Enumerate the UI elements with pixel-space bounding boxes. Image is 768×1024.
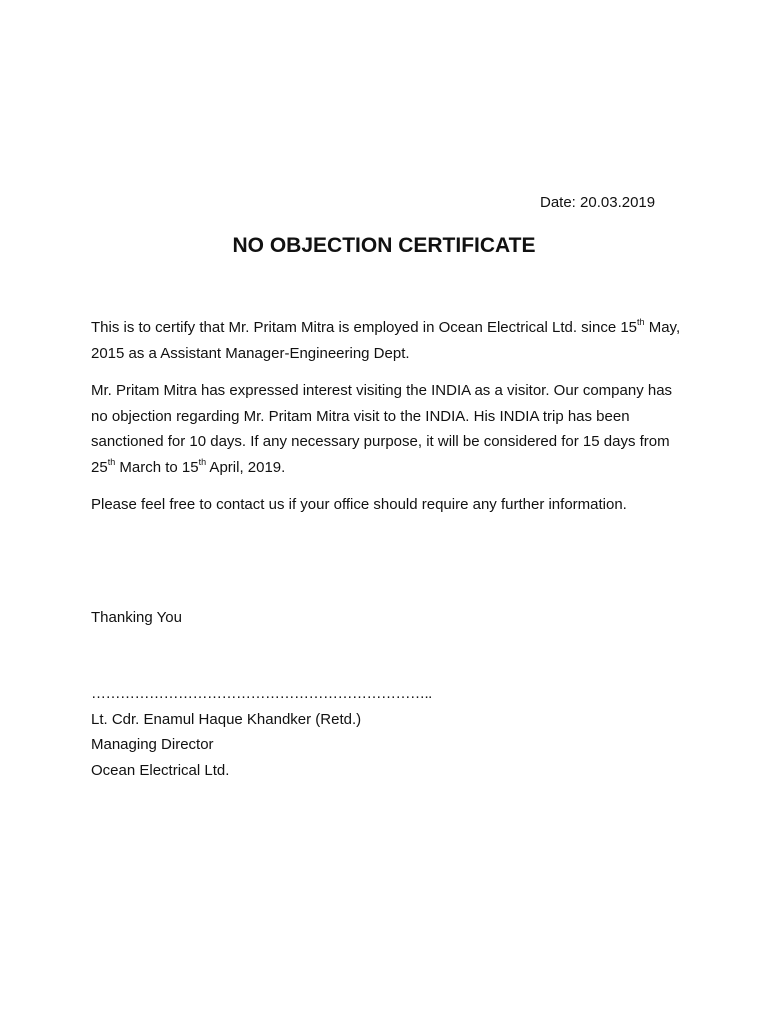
visit-text-2: March to 15 [115, 458, 199, 476]
date-label: Date: [540, 194, 576, 211]
date-line [540, 194, 655, 211]
date-value: 20.03.2019 [580, 194, 656, 211]
signatory-designation: Managing Director [91, 736, 214, 753]
employment-text-1: This is to certify that Mr. Pritam Mitra is employed in Ocean Electrical Ltd. since 15 [91, 319, 638, 336]
closing-line: Thanking You [91, 609, 182, 626]
document-title: NO OBJECTION CERTIFICATE [232, 234, 536, 257]
visit-ordinal-suffix-1: th [107, 456, 116, 467]
contact-paragraph: Please feel free to contact us if your office should require any further information. [91, 496, 627, 513]
visit-ordinal-suffix-2: th [198, 456, 207, 467]
visit-paragraph [91, 378, 691, 480]
visit-text-1: Mr. Pritam Mitra has expressed interest visiting the INDIA as a visitor. Our company has no objection regarding Mr. Pritam Mitra visit to the INDIA. His INDIA trip has been sanctioned for 10 days. If any necessary purpose, it will be considered for 15 days from 25 [91, 382, 673, 476]
employment-ordinal-suffix: th [637, 317, 645, 327]
employment-text-2: May, 2015 as a Assistant Manager-Engineering Dept. [91, 319, 681, 362]
visit-text-3: April, 2019. [206, 458, 286, 476]
signature-line: …………………………………………………………….. [91, 685, 432, 702]
employment-paragraph [91, 315, 691, 366]
signatory-name: Lt. Cdr. Enamul Haque Khandker (Retd.) [91, 711, 362, 728]
signatory-company: Ocean Electrical Ltd. [91, 762, 230, 779]
